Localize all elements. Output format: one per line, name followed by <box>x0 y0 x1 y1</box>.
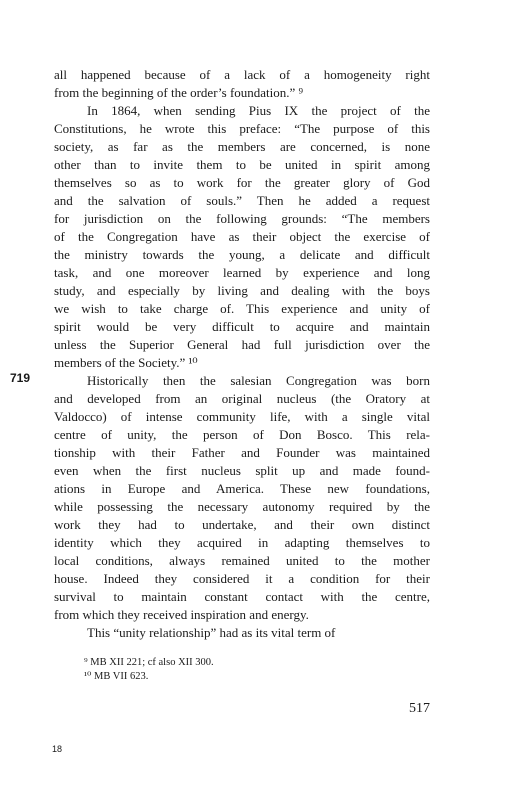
text-line: other than to invite them to be united in spirit among <box>54 157 430 172</box>
text-line: from the beginning of the order’s foundation.” ⁹ <box>54 85 304 100</box>
text-line: all happened because of a lack of a homogeneity right <box>54 67 430 82</box>
text-line: we wish to take charge of. This experience and unity of <box>54 301 430 316</box>
text-line: of the Congregation have as their object the exercise of <box>54 229 430 244</box>
text-line: survival to maintain constant contact with the centre, <box>54 589 430 604</box>
text-line: from which they received inspiration and energy. <box>54 607 309 622</box>
text-line: task, and one moreover learned by experience and long <box>54 265 430 280</box>
marginal-paragraph-number: 719 <box>10 371 31 385</box>
text-line: Historically then the salesian Congregation was born <box>87 373 430 388</box>
text-line: In 1864, when sending Pius IX the project of the <box>87 103 430 118</box>
text-line: while possessing the necessary autonomy required by the <box>54 499 430 514</box>
text-line: members of the Society.” ¹⁰ <box>54 355 198 370</box>
text-line: Constitutions, he wrote this preface: “The purpose of this <box>54 121 430 136</box>
text-line: the ministry towards the young, a delicate and difficult <box>54 247 430 262</box>
text-line: and the salvation of souls.” Then he added a request <box>54 193 430 208</box>
footnote: ⁹ MB XII 221; cf also XII 300. <box>84 657 214 668</box>
text-line: local conditions, always remained united to the mother <box>54 553 430 568</box>
text-line: tionship with their Father and Founder was maintained <box>54 445 430 460</box>
text-line: unless the Superior General had full jurisdiction over the <box>54 337 430 352</box>
footnote: ¹⁰ MB VII 623. <box>84 671 149 682</box>
text-line: themselves so as to work for the greater glory of God <box>54 175 430 190</box>
text-line: house. Indeed they considered it a condition for their <box>54 571 430 586</box>
signature-mark: 18 <box>52 744 63 754</box>
page-number: 517 <box>409 701 430 716</box>
text-line: ations in Europe and America. These new foundations, <box>54 481 430 496</box>
text-line: identity which they acquired in adapting themselves to <box>54 535 430 550</box>
text-line: spirit would be very difficult to acquire and maintain <box>54 319 430 334</box>
text-line: centre of unity, the person of Don Bosco. This rela- <box>54 427 430 442</box>
text-line: society, as far as the members are concerned, is none <box>54 139 430 154</box>
text-line: study, and especially by living and dealing with the boys <box>54 283 430 298</box>
text-line: work they had to undertake, and their own distinct <box>54 517 430 532</box>
text-line: even when the first nucleus split up and made found- <box>54 463 430 478</box>
text-line: Valdocco) of intense community life, with a single vital <box>54 409 430 424</box>
text-line: This “unity relationship” had as its vital term of <box>87 625 336 640</box>
text-line: for jurisdiction on the following grounds: “The members <box>54 211 430 226</box>
text-line: and developed from an original nucleus (the Oratory at <box>54 391 430 406</box>
